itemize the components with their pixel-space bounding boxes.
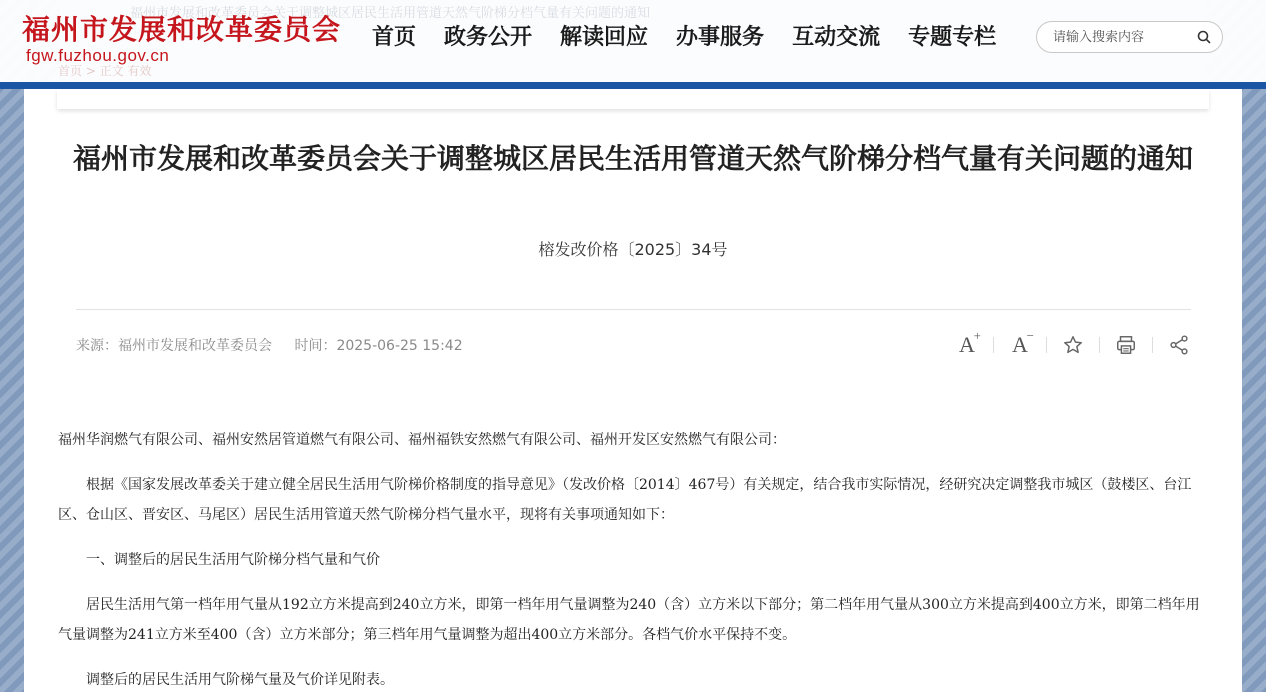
main-nav: [372, 20, 996, 51]
toolbar-divider: [993, 337, 994, 353]
site-logo[interactable]: 福州市发展和改革委员会: [22, 13, 342, 46]
font-decrease-button[interactable]: [1007, 328, 1034, 358]
share-icon: [1168, 334, 1190, 356]
search-icon[interactable]: [1196, 29, 1212, 45]
site-header: [0, 0, 1266, 82]
article-paragraph: 根据《国家发展改革委关于建立健全居民生活用气阶梯价格制度的指导意见》（发改价格〔2014〕467号）有关规定，结合我市实际情况，经研究决定调整我市城区（鼓楼区、台江区、仓山区、晋安区、马尾区）居民生活用管道天然气阶梯分档气量水平，现将有关事项通知如下：: [58, 477, 1192, 523]
article-heading: 一、调整后的居民生活用气阶梯分档气量和气价: [86, 552, 380, 568]
article-toolbar: [954, 328, 1192, 358]
star-icon: [1062, 334, 1084, 356]
header-ghost-breadcrumb: 首页 > 正文 有效: [58, 64, 152, 78]
font-increase-button[interactable]: [954, 328, 981, 358]
article-body: [58, 425, 1208, 692]
toolbar-divider: [1152, 337, 1153, 353]
document-number: 榕发改价格〔2025〕34号: [538, 240, 728, 259]
search-input[interactable]: [1053, 30, 1183, 45]
favorite-button[interactable]: [1060, 332, 1086, 358]
article-card: [24, 89, 1242, 692]
article-paragraph: 福州华润燃气有限公司、福州安然居管道燃气有限公司、福州福铁安然燃气有限公司、福州开发区安然燃气有限公司：: [58, 432, 786, 448]
font-decrease-icon: A −: [1012, 328, 1034, 357]
header-accent-bar: [0, 82, 1266, 89]
nav-item-topics[interactable]: 专题专栏: [908, 25, 997, 50]
nav-item-gov-affairs[interactable]: 政务公开: [444, 25, 533, 50]
font-increase-icon: A +: [959, 328, 981, 357]
breadcrumb: [57, 89, 1209, 109]
article-source: 来源：福州市发展和改革委员会: [76, 338, 272, 354]
printer-icon: [1115, 334, 1137, 356]
title-divider: [76, 309, 1191, 310]
toolbar-divider: [1046, 337, 1047, 353]
article-time: 时间：2025-06-25 15:42: [294, 338, 463, 354]
article-paragraph: 居民生活用气第一档年用气量从192立方米提高到240立方米，即第一档年用气量调整为240（含）立方米以下部分；第二档年用气量从300立方米提高到400立方米，即第二档年用气量调整为241立方米至400（含）立方米部分；第三档年用气量调整为超出400立方米部分。各档气价水平保持不变。: [58, 597, 1200, 643]
nav-item-home[interactable]: 首页: [372, 25, 417, 50]
nav-item-interpretation[interactable]: 解读回应: [560, 25, 649, 50]
article-meta: [76, 335, 481, 355]
site-logo-url[interactable]: fgw.fuzhou.gov.cn: [26, 46, 170, 65]
toolbar-divider: [1099, 337, 1100, 353]
article-paragraph: 调整后的居民生活用气阶梯气量及气价详见附表。: [86, 672, 394, 688]
nav-item-services[interactable]: 办事服务: [676, 25, 765, 50]
share-button[interactable]: [1166, 332, 1192, 358]
header-ghost-text: 福州市发展和改革委员会关于调整城区居民生活用管道天然气阶梯分档气量有关问题的通知: [130, 6, 651, 21]
search-box: [1036, 21, 1223, 53]
article-title: 福州市发展和改革委员会关于调整城区居民生活用管道天然气阶梯分档气量有关问题的通知: [72, 142, 1193, 175]
print-button[interactable]: [1113, 332, 1139, 358]
nav-item-interaction[interactable]: 互动交流: [792, 25, 881, 50]
